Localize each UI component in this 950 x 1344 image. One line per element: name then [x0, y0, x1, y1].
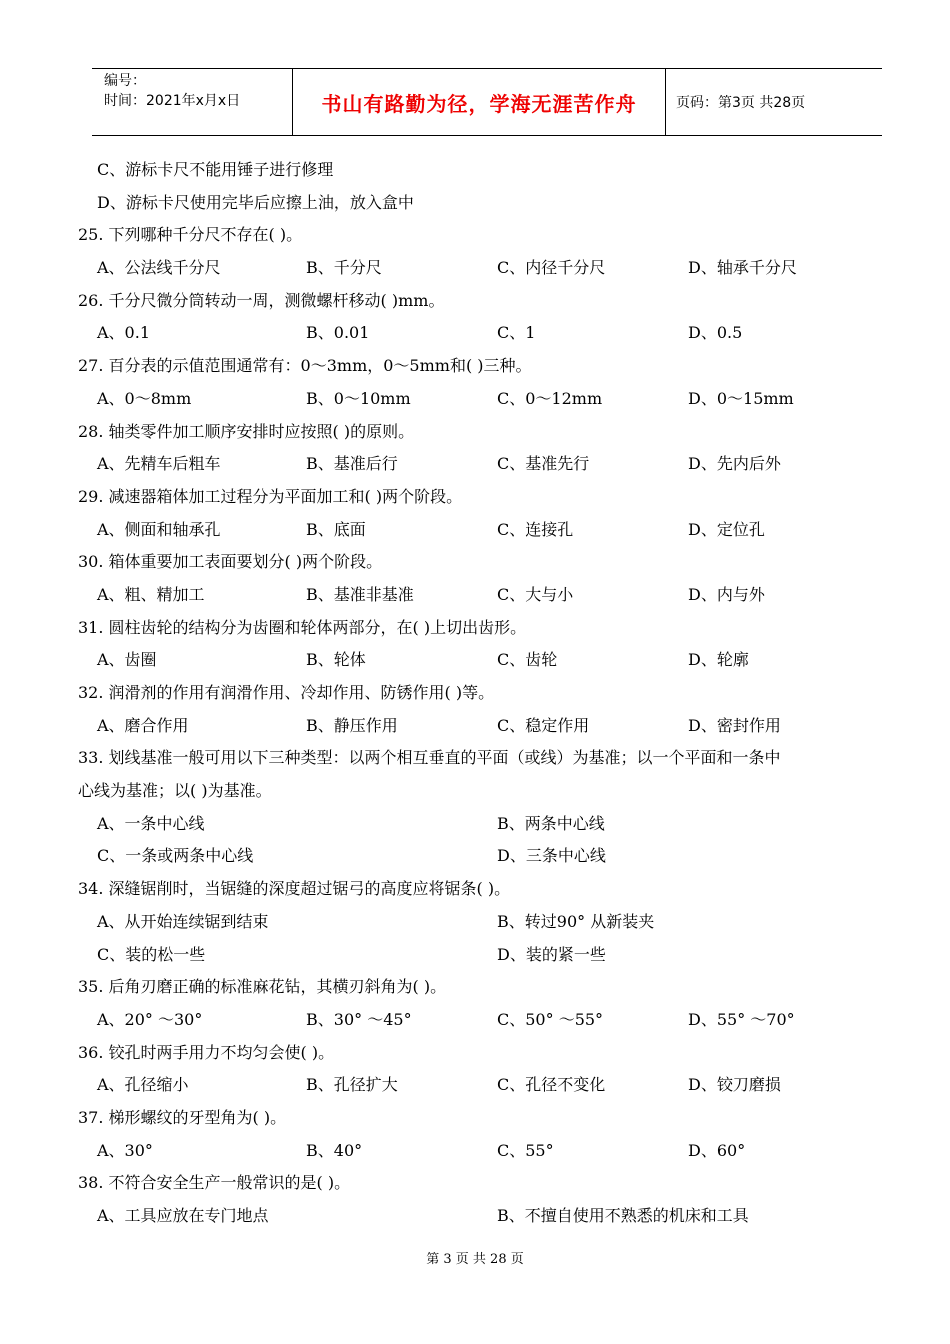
- option-a: A、20° ～30°: [97, 1009, 203, 1029]
- option-d: D、60°: [688, 1140, 746, 1160]
- option-d: D、内与外: [688, 584, 765, 604]
- question-line: [78, 285, 928, 318]
- option-a: A、先精车后粗车: [97, 454, 221, 474]
- options-row: [78, 1069, 928, 1102]
- question-text: 37. 梯形螺纹的牙型角为( )。: [78, 1107, 287, 1127]
- page-footer: 第 3 页 共 28 页: [426, 1252, 524, 1267]
- header-info-cell: [92, 69, 293, 135]
- question-line: [78, 971, 928, 1004]
- question-content: [78, 154, 928, 1233]
- question-line: [78, 742, 928, 775]
- option-c: C、齿轮: [497, 650, 558, 670]
- question-line: [78, 350, 928, 383]
- options-row: [78, 1004, 928, 1037]
- question-text: 34. 深缝锯削时，当锯缝的深度超过锯弓的高度应将锯条( )。: [78, 879, 511, 899]
- question-continuation: [78, 775, 928, 808]
- question-line: [78, 1102, 928, 1135]
- option-a: A、侧面和轴承孔: [97, 519, 221, 539]
- question-line: [78, 1037, 928, 1070]
- options-row: [78, 383, 928, 416]
- option-c: C、大与小: [497, 584, 574, 604]
- option-a: A、孔径缩小: [97, 1075, 189, 1095]
- question-text: 心线为基准；以( )为基准。: [78, 781, 272, 801]
- question-text: 26. 千分尺微分筒转动一周，测微螺杆移动( )mm。: [78, 290, 445, 310]
- question-text: 32. 润滑剂的作用有润滑作用、冷却作用、防锈作用( )等。: [78, 683, 495, 702]
- question-text: 30. 箱体重要加工表面要划分( )两个阶段。: [78, 552, 383, 572]
- option-c: C、基准先行: [497, 454, 590, 474]
- option-a: C、装的松一些: [97, 944, 206, 964]
- options-row: [78, 840, 928, 873]
- option-b: B、孔径扩大: [306, 1075, 398, 1095]
- question-line: [78, 481, 928, 514]
- question-line: [78, 219, 928, 252]
- options-row: [78, 906, 928, 939]
- option-text: D、游标卡尺使用完毕后应擦上油，放入盒中: [97, 192, 414, 212]
- option-a: A、从开始连续锯到结束: [97, 911, 269, 931]
- option-d: D、密封作用: [688, 715, 781, 735]
- option-b: B、基准后行: [306, 454, 398, 474]
- option-c: C、连接孔: [497, 519, 574, 539]
- option-d: D、轮廓: [688, 650, 749, 670]
- option-b: B、基准非基准: [306, 584, 414, 604]
- header-page-label: 页码：第3页 共28页: [676, 95, 806, 111]
- option-c: C、内径千分尺: [497, 258, 606, 278]
- option-a: A、30°: [97, 1140, 153, 1160]
- option-a: A、磨合作用: [97, 715, 189, 735]
- number-label: 编号：: [104, 73, 146, 89]
- question-text: 31. 圆柱齿轮的结构分为齿圈和轮体两部分，在( )上切出齿形。: [78, 617, 527, 637]
- option-b: B、两条中心线: [497, 813, 605, 833]
- option-b: D、装的紧一些: [497, 944, 606, 964]
- options-row: [78, 939, 928, 972]
- question-text: 38. 不符合安全生产一般常识的是( )。: [78, 1173, 351, 1193]
- option-a: A、公法线千分尺: [97, 258, 221, 278]
- option-c: C、55°: [497, 1140, 554, 1160]
- document-header: [92, 68, 882, 136]
- option-line: [78, 187, 928, 220]
- option-d: D、定位孔: [688, 519, 765, 539]
- options-row: [78, 1135, 928, 1168]
- options-row: [78, 514, 928, 547]
- options-row: [78, 1200, 928, 1233]
- option-b: B、底面: [306, 519, 366, 539]
- option-c: C、稳定作用: [497, 715, 590, 735]
- question-line: [78, 416, 928, 449]
- option-d: D、先内后外: [688, 454, 781, 474]
- question-text: 29. 减速器箱体加工过程分为平面加工和( )两个阶段。: [78, 486, 463, 506]
- option-b: B、40°: [306, 1140, 363, 1160]
- option-d: D、铰刀磨损: [688, 1075, 781, 1095]
- question-text: 35. 后角刃磨正确的标准麻花钻，其横刃斜角为( )。: [78, 977, 447, 997]
- header-motto: 书山有路勤为径，学海无涯苦作舟: [293, 69, 666, 135]
- option-a: A、齿圈: [97, 650, 157, 670]
- options-row: [78, 579, 928, 612]
- option-a: A、0～8mm: [97, 388, 192, 408]
- option-c: C、50° ～55°: [497, 1009, 604, 1029]
- option-a: A、一条中心线: [97, 813, 205, 833]
- option-d: D、55° ～70°: [688, 1009, 795, 1029]
- question-line: [78, 873, 928, 906]
- option-b: B、不擅自使用不熟悉的机床和工具: [497, 1206, 749, 1225]
- question-text: 33. 划线基准一般可用以下三种类型：以两个相互垂直的平面（或线）为基准；以一个平面和一条中: [78, 748, 781, 768]
- option-b: B、千分尺: [306, 258, 382, 278]
- options-row: [78, 317, 928, 350]
- option-c: C、0～12mm: [497, 388, 603, 408]
- options-row: [78, 644, 928, 677]
- option-b: B、0.01: [306, 323, 370, 343]
- options-row: [78, 448, 928, 481]
- option-b: B、轮体: [306, 650, 366, 670]
- question-text: 25. 下列哪种千分尺不存在( )。: [78, 225, 303, 245]
- option-a: C、一条或两条中心线: [97, 846, 254, 866]
- option-c: C、孔径不变化: [497, 1075, 606, 1095]
- question-line: [78, 677, 928, 710]
- question-text: 27. 百分表的示值范围通常有：0～3mm，0～5mm和( )三种。: [78, 356, 532, 376]
- question-line: [78, 612, 928, 645]
- options-row: [78, 710, 928, 743]
- question-line: [78, 1167, 928, 1200]
- options-row: [78, 252, 928, 285]
- option-b: D、三条中心线: [497, 846, 606, 866]
- option-c: C、1: [497, 323, 536, 343]
- option-b: B、转过90° 从新装夹: [497, 911, 655, 931]
- question-line: [78, 546, 928, 579]
- option-line: [78, 154, 928, 187]
- option-d: D、轴承千分尺: [688, 258, 797, 278]
- question-text: 36. 铰孔时两手用力不均匀会使( )。: [78, 1042, 335, 1062]
- option-b: B、0～10mm: [306, 388, 411, 408]
- question-text: 28. 轴类零件加工顺序安排时应按照( )的原则。: [78, 421, 415, 441]
- option-a: A、0.1: [97, 323, 151, 343]
- option-d: D、0～15mm: [688, 388, 794, 408]
- option-a: A、粗、精加工: [97, 584, 205, 604]
- options-row: [78, 808, 928, 841]
- option-d: D、0.5: [688, 323, 743, 343]
- option-b: B、静压作用: [306, 715, 398, 735]
- time-label: 时间：2021年x月x日: [104, 93, 241, 109]
- option-b: B、30° ～45°: [306, 1009, 412, 1029]
- option-text: C、游标卡尺不能用锤子进行修理: [97, 160, 334, 179]
- option-a: A、工具应放在专门地点: [97, 1206, 269, 1225]
